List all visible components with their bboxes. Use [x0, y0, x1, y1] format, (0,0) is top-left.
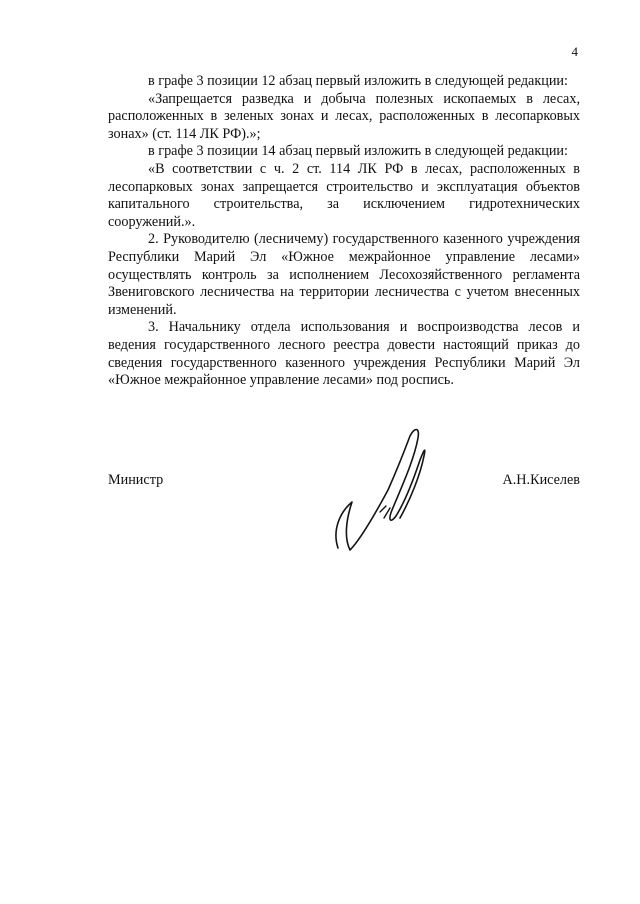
page-number: 4: [571, 44, 578, 59]
paragraph-4-quote: «В соответствии с ч. 2 ст. 114 ЛК РФ в лесах, расположенных в лесопарковых зонах запрещается строительство и эксплуатация объектов капитального строительства, за исключением гидротехнических сооружений.».: [108, 160, 580, 230]
paragraph-3: в графе 3 позиции 14 абзац первый изложить в следующей редакции:: [148, 143, 568, 160]
signer-name: А.Н.Киселев: [502, 472, 580, 488]
document-body: [108, 73, 580, 390]
signer-position: Министр: [108, 472, 164, 488]
paragraph-item-3: 3. Начальнику отдела использования и воспроизводства лесов и ведения государственного лесного реестра довести настоящий приказ до сведения государственного казенного учреждения Республики Марий Эл «Южное межрайонное управление лесами» под роспись.: [108, 319, 580, 389]
paragraph-1: в графе 3 позиции 12 абзац первый изложить в следующей редакции:: [148, 73, 568, 89]
paragraph-item-2: 2. Руководителю (лесничему) государственного казенного учреждения Республики Марий Эл «Южное межрайонное управление лесами» осуществлять контроль за исполнением Лесохозяйственного регламента Звениговского лесничества на территории лесничества с учетом внесенных изменений.: [108, 231, 580, 318]
paragraph-2-quote: «Запрещается разведка и добыча полезных ископаемых в лесах, расположенных в зеленых зонах и лесах, расположенных в лесопарковых зонах» (ст. 114 ЛК РФ).»;: [108, 90, 580, 142]
handwritten-signature: [330, 420, 440, 560]
